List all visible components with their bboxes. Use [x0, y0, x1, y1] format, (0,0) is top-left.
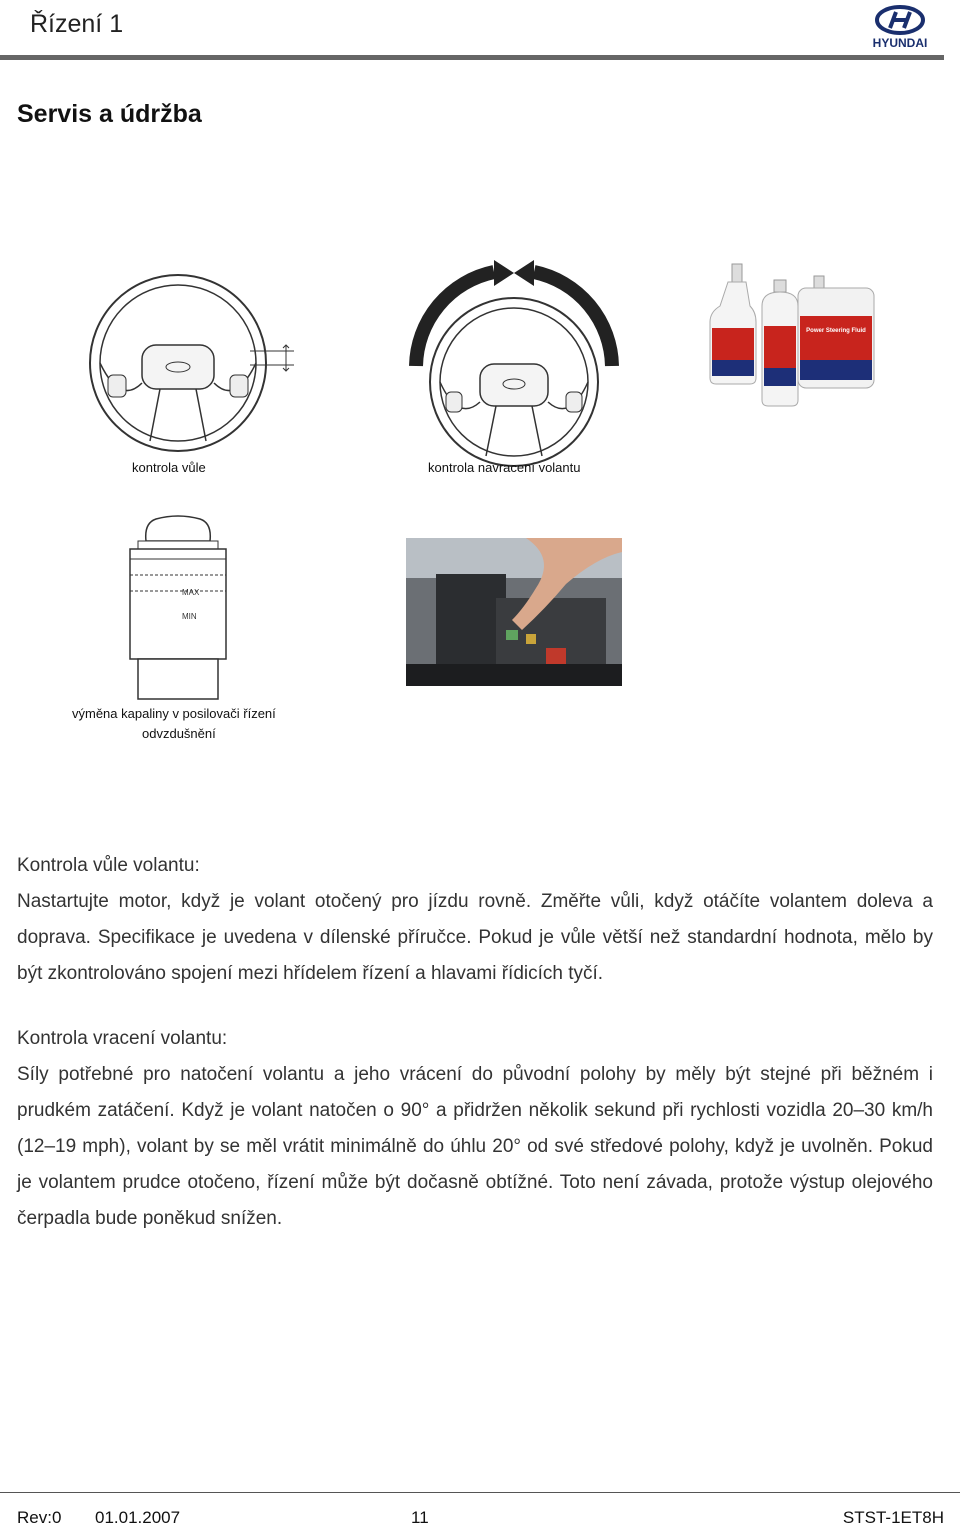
- reservoir-max-label: MAX: [182, 588, 200, 597]
- steering-wheel-return-figure: [398, 258, 630, 486]
- footer-page-number: 11: [411, 1508, 429, 1527]
- caption-bleed: odvzdušnění: [142, 726, 216, 741]
- arrow-left-head-icon: [494, 260, 514, 286]
- caption-play: kontrola vůle: [132, 460, 206, 475]
- bleeding-photo: [406, 538, 622, 686]
- page-header-title: Řízení 1: [30, 10, 124, 38]
- return-check-heading: Kontrola vracení volantu:: [17, 1028, 228, 1049]
- caption-fluid: výměna kapaliny v posilovači řízení: [72, 706, 276, 721]
- play-check-heading: Kontrola vůle volantu:: [17, 855, 200, 876]
- return-check-block: [17, 1021, 933, 1237]
- steering-wheel-play-figure: [80, 265, 300, 485]
- footer-rev: Rev:0: [17, 1508, 62, 1527]
- hyundai-logo: [862, 4, 938, 50]
- header-rule: [0, 55, 944, 60]
- return-check-text: Síly potřebné pro natočení volantu a jeho vrácení do původní polohy by měly být stejné při běžném i prudkém zatáčení. Když je volant natočen o 90° a přidržen několik sekund při rychlosti vozidla 20–30 km/h (12–19 mph), volant by se měl vrátit minimálně do úhlu 20° od své středové polohy, když je uvolněn. Pokud je volantem prudce otočeno, řízení může být dočasně obtížné. Toto není závada, protože výstup olejového čerpadla bude poněkud snížen.: [17, 1064, 933, 1229]
- footer-rule: [0, 1492, 960, 1493]
- caption-return: kontrola navracení volantu: [428, 460, 581, 475]
- reservoir-min-label: MIN: [182, 612, 197, 621]
- power-steering-fluid-bottles: [706, 262, 878, 408]
- section-title: Servis a údržba: [17, 100, 202, 128]
- play-check-block: [17, 848, 933, 992]
- fluid-reservoir-drawing: [122, 515, 234, 701]
- footer-doc-code: STST-1ET8H: [842, 1508, 944, 1527]
- arrow-right-head-icon: [514, 260, 534, 286]
- play-check-text: Nastartujte motor, když je volant otočený pro jízdu rovně. Změřte vůli, když otáčíte volantem doleva a doprava. Specifikace je uvedena v dílenské příručce. Pokud je vůle větší než standardní hodnota, mělo by být zkontrolováno spojení mezi hřídelem řízení a hlavami řídicích tyčí.: [17, 891, 933, 984]
- bottle-label: Power Steering Fluid: [806, 328, 866, 334]
- footer-date: 01.01.2007: [95, 1508, 181, 1527]
- logo-wordmark: HYUNDAI: [872, 36, 928, 50]
